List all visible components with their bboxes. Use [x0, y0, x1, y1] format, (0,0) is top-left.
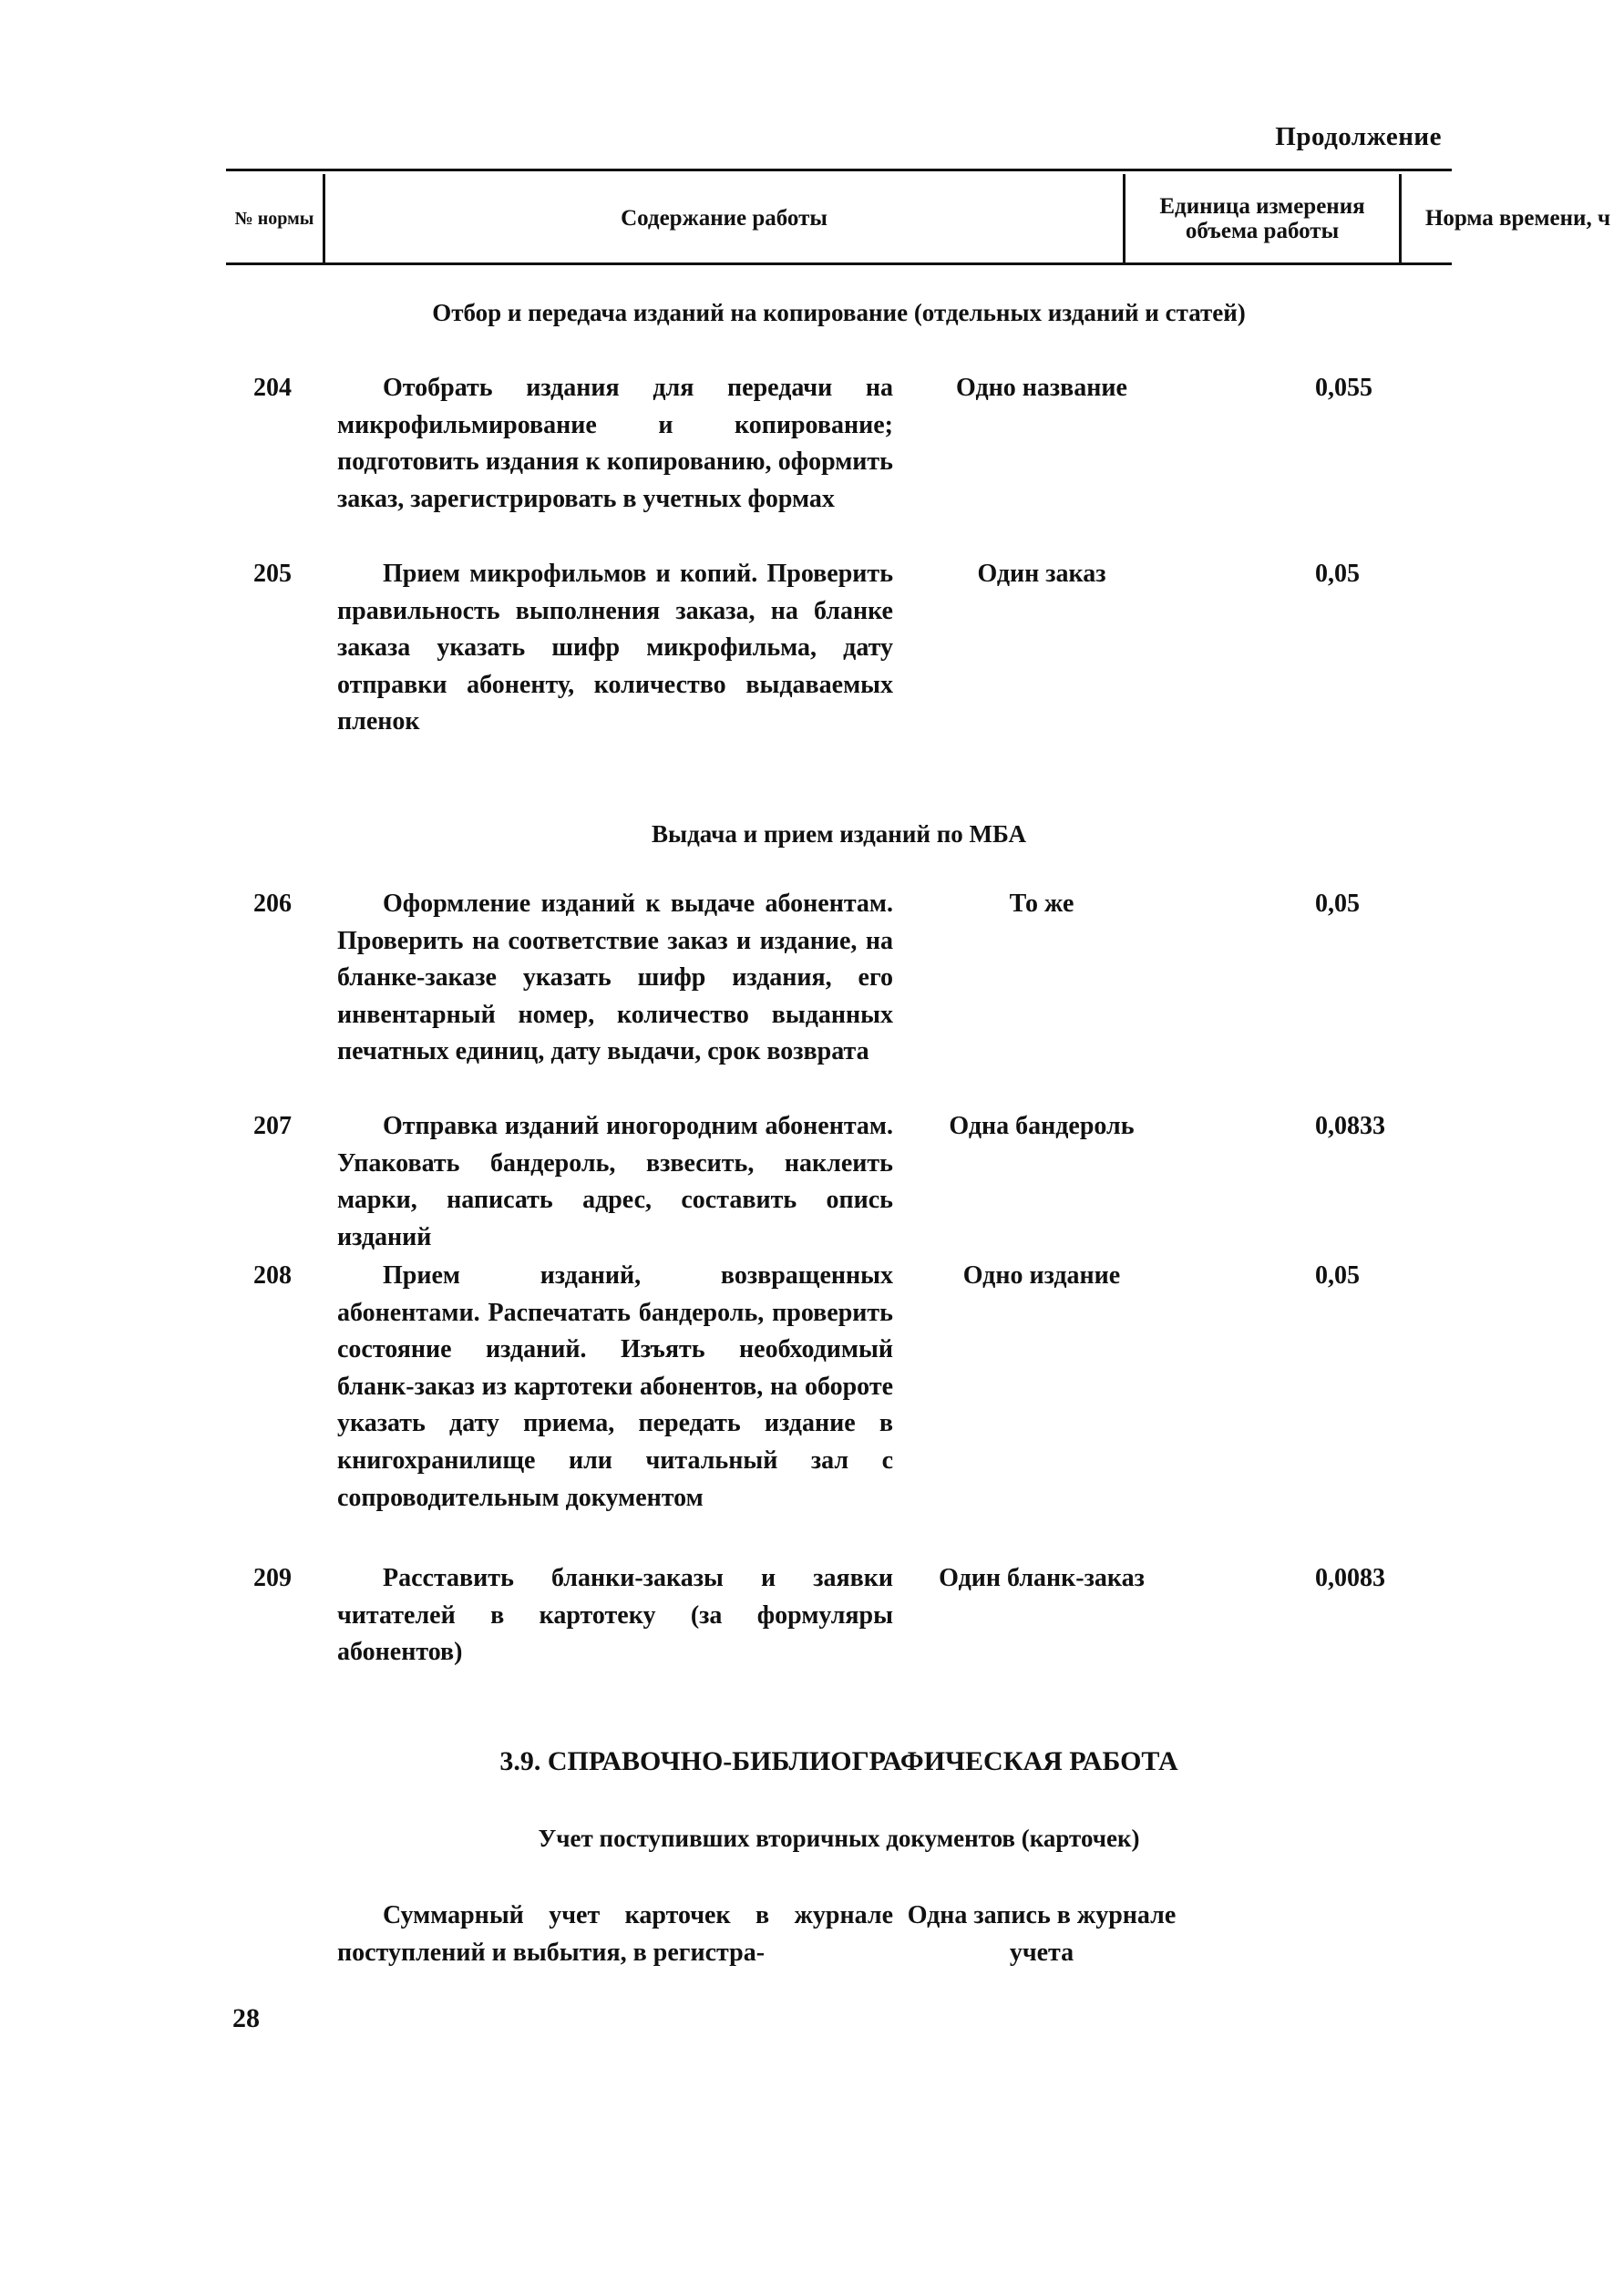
row-description: Отправка изданий иногородним абонентам. Упаковать бандероль, взвесить, наклеить марки, написать адрес, составить опись изданий	[337, 1112, 893, 1251]
table-row	[226, 1560, 1452, 1667]
header-bottom-rule	[226, 262, 1452, 265]
table-row	[226, 1258, 1452, 1512]
row-number: 208	[253, 1261, 292, 1290]
row-description: Отобрать издания для передачи на микрофильмирование и копирование; подготовить издания к копированию, оформить заказ, зарегистрировать в учетных формах	[337, 374, 893, 513]
row-unit: Одна запись в журнале учета	[907, 1901, 1177, 1967]
table-row	[226, 556, 1452, 736]
row-number: 205	[253, 560, 292, 588]
row-number: 207	[253, 1112, 292, 1140]
header-col-content: Содержание работы	[621, 206, 827, 231]
table-row	[226, 370, 1452, 513]
row-unit: Одно издание	[962, 1261, 1121, 1290]
table-row	[226, 886, 1452, 1066]
row-time: 0,055	[1315, 374, 1372, 402]
row-unit: Один бланк-заказ	[939, 1564, 1145, 1592]
row-time: 0,05	[1315, 890, 1360, 918]
row-time: 0,0833	[1315, 1112, 1385, 1140]
row-number: 209	[253, 1564, 292, 1592]
header-col-number: № нормы	[234, 208, 314, 229]
row-description: Прием микрофильмов и копий. Проверить правильность выполнения заказа, на бланке заказа указать шифр микрофильма, дату отправки абоненту, количество выдаваемых пленок	[337, 560, 893, 736]
header-top-rule	[226, 169, 1452, 171]
row-number: 204	[253, 374, 292, 402]
row-description: Прием изданий, возвращенных абонентами. Распечатать бандероль, проверить состояние изданий. Изъять необходимый бланк-заказ из картотеки абонентов, на обороте указать дату приема, передать издание в книгохранилище или читальный зал с сопроводительным документом	[337, 1261, 893, 1512]
section-title: Выдача и прием изданий по МБА	[652, 820, 1026, 848]
row-description: Расставить бланки-заказы и заявки читателей в картотеку (за формуляры абонентов)	[337, 1564, 893, 1667]
row-number: 206	[253, 890, 292, 918]
chapter-title: 3.9. СПРАВОЧНО-БИБЛИОГРАФИЧЕСКАЯ РАБОТА	[499, 1746, 1178, 1776]
row-time: 0,05	[1315, 1261, 1360, 1290]
table-row	[226, 1108, 1452, 1251]
row-unit: Одно название	[956, 374, 1127, 402]
row-unit: Один заказ	[977, 560, 1106, 588]
chapter-subtitle: Учет поступивших вторичных документов (карточек)	[538, 1825, 1140, 1852]
page-number: 28	[232, 2003, 260, 2033]
row-time: 0,05	[1315, 560, 1360, 588]
row-description: Оформление изданий к выдаче абонентам. Проверить на соответствие заказ и издание, на бланке-заказе указать шифр издания, его инвентарный номер, количество выданных печатных единиц, дату выдачи, срок возврата	[337, 890, 893, 1066]
table-header	[226, 169, 1611, 265]
row-time: 0,0083	[1315, 1564, 1385, 1592]
table-row	[226, 1898, 1452, 1967]
row-unit: Одна бандероль	[949, 1112, 1135, 1140]
section-title: Отбор и передача изданий на копирование (отдельных изданий и статей)	[432, 299, 1246, 326]
row-unit: То же	[1009, 890, 1074, 918]
continuation-label: Продолжение	[1275, 122, 1442, 151]
header-col-unit: Единица измерения объема работы	[1159, 193, 1365, 243]
header-col-time: Норма времени, ч	[1424, 206, 1611, 231]
row-description: Суммарный учет карточек в журнале поступлений и выбытия, в регистра-	[337, 1901, 893, 1967]
